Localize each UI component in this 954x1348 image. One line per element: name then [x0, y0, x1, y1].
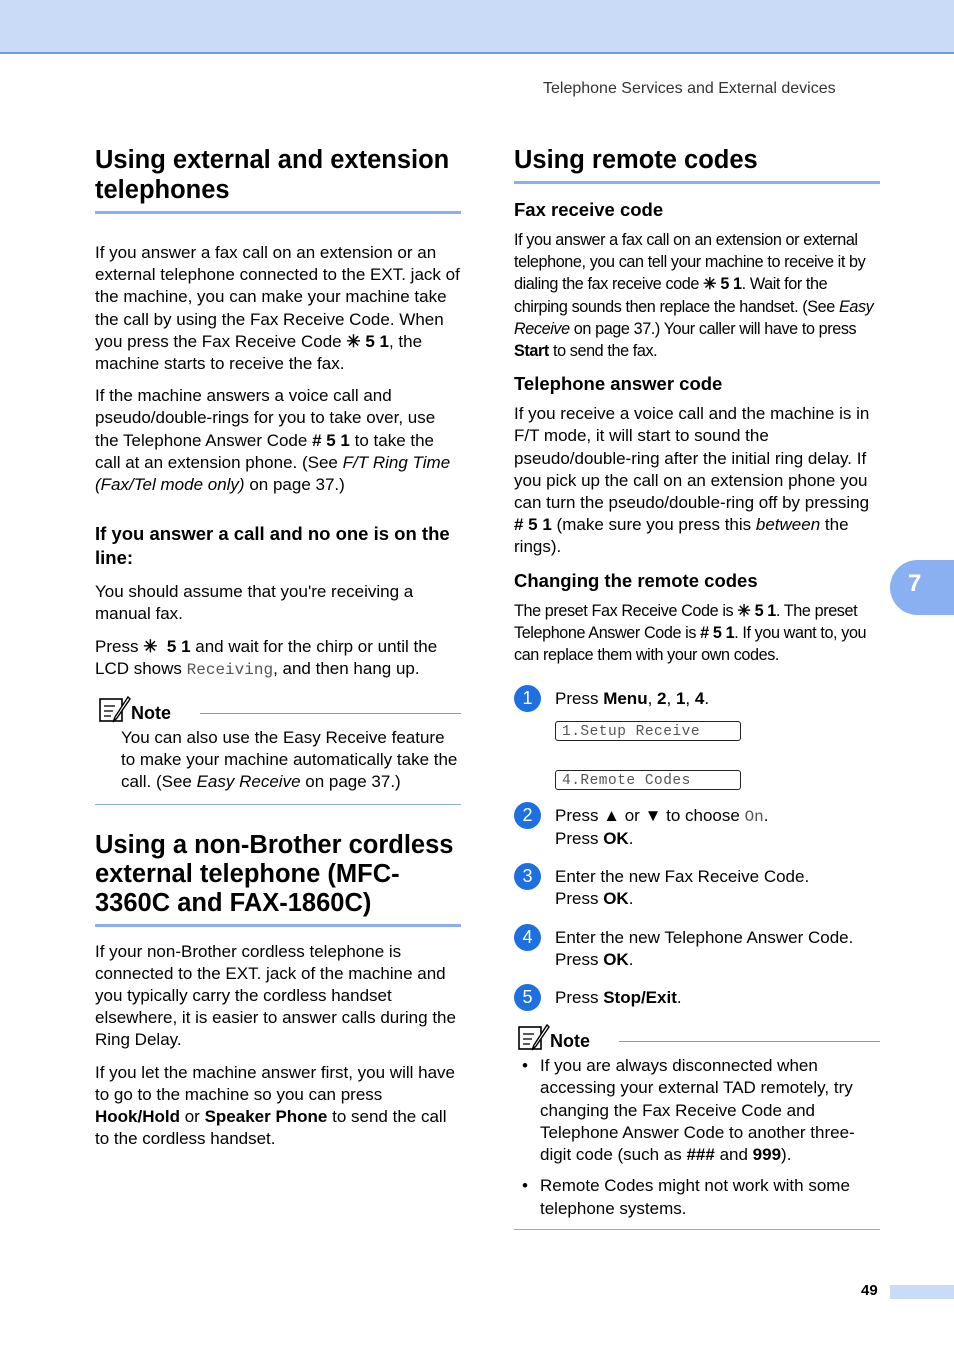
step-2: 2 Press ▲ or ▼ to choose On. Press OK. [514, 805, 880, 850]
note-bullet-remote-codes: • Remote Codes might not work with some telephone systems. [522, 1176, 850, 1218]
note-pencil-icon [516, 1023, 550, 1053]
star-icon: ✳ [703, 275, 721, 294]
lcd-display-setup-receive: 1.Setup Receive [555, 721, 741, 741]
step-number-badge: 3 [514, 863, 541, 890]
header-bar [0, 0, 954, 54]
note-end-rule [95, 804, 461, 805]
step-1: 1 Press Menu, 2, 1, 4. 1.Setup Receive 4.Remote Codes [514, 688, 880, 790]
paragraph-fax-receive-code: If you answer a fax call on an extension or external telephone, you can tell your machine to receive it by dialing the fax receive code ✳ 5 1. Wait for the chirping sounds then replace the handset. (See Easy Receive on page 37.) Your caller will have to press Start to send the fax. [514, 231, 874, 361]
paragraph-voice-call: If the machine answers a voice call and pseudo/double-rings for you to take over, use the Telephone Answer Code # 5 1 to take the call at an extension phone. (See F/T Ring Time (Fax/Tel mode only) on page 37.) [95, 386, 451, 495]
paragraph-press-code: Press ✳ 5 1 and wait for the chirp or until the LCD shows Receiving, and then hang up. [95, 636, 438, 679]
note-end-rule [514, 1229, 880, 1230]
subheading-no-one-on-line: If you answer a call and no one is on the line: [95, 523, 450, 569]
paragraph-cordless-ring-delay: If your non-Brother cordless telephone is connected to the EXT. jack of the machine and you typically carry the cordless handset elsewhere, it is easier to answer calls during the Ring Delay. [95, 941, 456, 1050]
step-number-badge: 5 [514, 984, 541, 1011]
star-icon: ✳ [737, 601, 755, 620]
paragraph-changing-remote-codes: The preset Fax Receive Code is ✳ 5 1. The preset Telephone Answer Code is # 5 1. If you want to, you can replace them with your own codes. [514, 601, 867, 665]
section-title-cordless: Using a non-Brother cordless external telephone (MFC-3360C and FAX-1860C) [95, 831, 461, 927]
steps-list [514, 688, 880, 1009]
note-rule [200, 713, 461, 714]
note-pencil-icon [97, 695, 131, 725]
step-3: 3 Enter the new Fax Receive Code. Press OK. [514, 866, 880, 910]
lcd-display-remote-codes: 4.Remote Codes [555, 770, 741, 790]
section-title-remote-codes: Using remote codes [514, 145, 880, 184]
footer-bar [890, 1285, 954, 1299]
paragraph-telephone-answer-code: If you receive a voice call and the machine is in F/T mode, it will start to sound the pseudo/double-ring after the initial ring delay. If you pick up the call on an extension phone you can turn the pseudo/double-ring off by pressing # 5 1 (make sure you press this between the rings). [514, 404, 870, 557]
note-label: Note [131, 703, 171, 724]
subheading-telephone-answer-code: Telephone answer code [514, 373, 723, 395]
chapter-tab [890, 560, 954, 615]
note-box [95, 695, 461, 805]
star-icon: ✳ [346, 331, 366, 351]
subheading-changing-remote-codes: Changing the remote codes [514, 569, 758, 591]
note-text: You can also use the Easy Receive feature to make your machine automatically take the call. (See Easy Receive on page 37.) [121, 728, 458, 792]
note-rule [619, 1041, 880, 1042]
step-4: 4 Enter the new Telephone Answer Code. Press OK. [514, 927, 880, 971]
step-5: 5 Press Stop/Exit. [514, 987, 880, 1009]
chapter-number: 7 [908, 570, 922, 597]
paragraph-fax-receive: If you answer a fax call on an extension or an external telephone connected to the EXT. jack of the machine, you can make your machine take the call by using the Fax Receive Code. When you press the Fax Receive Code ✳ 5 1, the machine starts to receive the fax. [95, 243, 460, 374]
note-box [514, 1023, 880, 1229]
step-number-badge: 2 [514, 802, 541, 829]
star-icon: ✳ [143, 636, 167, 656]
running-title: Telephone Services and External devices [543, 80, 836, 97]
paragraph-assume-manual-fax: You should assume that you're receiving a manual fax. [95, 582, 414, 624]
right-column [514, 145, 880, 1230]
paragraph-hook-hold: If you let the machine answer first, you will have to go to the machine so you can press Hook/Hold or Speaker Phone to send the call to the cordless handset. [95, 1062, 455, 1149]
subheading-fax-receive-code: Fax receive code [514, 199, 664, 220]
section-title-external-telephones: Using external and extension telephones [95, 145, 461, 214]
note-label: Note [550, 1031, 590, 1052]
left-column [95, 145, 461, 1150]
page-number: 49 [861, 1282, 878, 1299]
note-bullet-disconnected: • If you are always disconnected when accessing your external TAD remotely, try changing the Fax Receive Code and Telephone Answer Code to another three-digit code (such as ### and 999). [522, 1056, 855, 1165]
step-number-badge: 1 [514, 685, 541, 712]
step-number-badge: 4 [514, 924, 541, 951]
